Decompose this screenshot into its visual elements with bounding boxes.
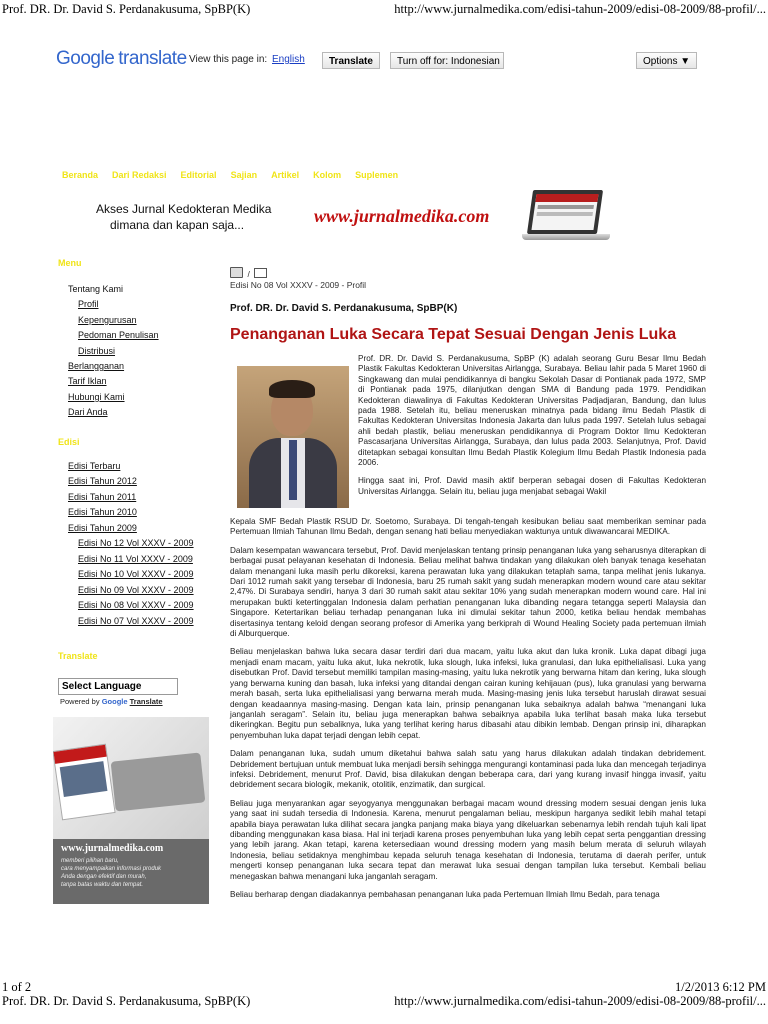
sidebar-edisi-list (58, 459, 208, 630)
ad-text-line: tanpa batas waktu dan tempat. (61, 882, 144, 888)
banner-line2: dimana dan kapan saja... (110, 218, 245, 232)
nav-item-artikel[interactable]: Artikel (271, 170, 300, 180)
article-paragraph: Hingga saat ini, Prof. David masih aktif berperan sebagai dosen di Fakultas Kedokteran Universitas Airlangga. Selain itu, beliau juga menjabat sebagai Wakil (358, 476, 706, 496)
tools-separator: / (247, 269, 250, 279)
edisi-item[interactable]: Edisi No 10 Vol XXXV - 2009 (78, 569, 194, 580)
edisi-item[interactable]: Edisi Tahun 2010 (68, 507, 137, 518)
ad-text-line: cara menyampaikan informasi produk (61, 866, 162, 872)
edisi-item[interactable]: Edisi No 08 Vol XXXV - 2009 (78, 600, 194, 611)
article-paragraph: Kepala SMF Bedah Plastik RSUD Dr. Soetomo, Surabaya. Di tengah-tengah kesibukan beliau saat memberikan seminar pada Pertemuan Ilmiah Tahunan Ilmu Bedah, dengan senang hati beliau menyediakan waktunya untuk diwawancarai MEDIKA. (230, 517, 706, 537)
sidebar-menu-title: Menu (58, 258, 82, 268)
ad-text (61, 857, 161, 889)
article-paragraph: Prof. DR. Dr. David S. Perdanakusuma, SpBP (K) adalah seorang Guru Besar Ilmu Bedah Plastik Fakultas Kedokteran Universitas Airlangga, Surabaya. Beliau lahir pada 5 Maret 1960 di Singkawang dan mulai pendidikannya di bangku Sekolah Dasar di Pontianak pada 1972, SMP di Pontianak pada 1975, dilanjutkan dengan SMA di Bandung pada 1979. Pendidikan Kedokteran diawalinya di Fakultas Kedokteran Universitas Padjadjaran, Bandung, dan lulus pada 1988. Setelah itu, beliau meneruskan minatnya pada bidang ilmu Bedah Plastik di Fakultas Kedokteran Universitas Indonesia Jakarta dan lulus pada 1997. Setelah lulus sebagai ahli bedah plastik, beliau meneruskan pendidikannya di Program Doktor Ilmu Kedokteran Pascasarjana Universitas Airlangga, Surabaya, dan lulus pada 2003. Selanjutnya, Prof. David ditetapkan sebagai konsultan Ilmu Bedah Plastik Kolegium Ilmu Bedah Plastik Indonesia pada 2006. (358, 354, 706, 468)
nav-item-editorial[interactable]: Editorial (180, 170, 217, 180)
google-translate-logo (56, 48, 187, 70)
print-header-url: http://www.jurnalmedika.com/edisi-tahun-2009/edisi-08-2009/88-profil/... (394, 2, 766, 16)
nav-item-beranda[interactable]: Beranda (62, 170, 99, 180)
article-meta: Edisi No 08 Vol XXXV - 2009 - Profil (230, 280, 367, 290)
sidebar-item-tentang-kami: Tentang Kami (68, 284, 124, 294)
sidebar-item-tarif-iklan[interactable]: Tarif Iklan (68, 376, 107, 387)
edisi-item[interactable]: Edisi No 09 Vol XXXV - 2009 (78, 584, 194, 595)
language-link[interactable]: English (272, 54, 305, 65)
google-logo: Google (56, 48, 115, 69)
article-paragraph: Beliau menjelaskan bahwa luka secara dasar terdiri dari dua macam, yaitu luka akut dan luka kronik. Luka dapat dibagi juga menjadi enam macam, yaitu luka akut, luka nekrotik, luka slough, luka infeksi, luka granulasi, dan luka epithelialisasi. Luka yang disebutkan Prof. David tersebut memiliki tampilan masing-masing, yaitu luka nekrotik yang berwarna hitam dan kering, luka slough yang berwarna kuning dan basah, luka infeksi yang ditandai dengan cairan kuning kehijauan (pus), luka granulasi yang berwarna merah basah, serta luka epithelialisasi yang berwarna merah muda. Masing-masing jenis luka tersebut haruslah dirawat sesuai dengan keadaannya masing-masing. Dengan kata lain, prinsip penanganan luka sebaiknya adalah bahwa “menangani luka janganlah seragam”. Selain itu, beliau juga menerapkan bahwa sebaiknya apabila luka terlihat basah maka luka tersebut dikeringkan. Begitu pun sebaliknya, luka yang terlihat kering harus dibasahi atau dibikin lembab. Dengan prinsip ini, diharapkan penyembuhan luka dapat terjadi dengan lebih cepat. (230, 647, 706, 740)
sidebar-item-berlangganan[interactable]: Berlangganan (68, 361, 125, 372)
edisi-item[interactable]: Edisi Terbaru (68, 460, 121, 471)
ad-device-image (111, 752, 206, 811)
email-icon[interactable] (254, 268, 267, 278)
print-icon[interactable] (230, 267, 243, 278)
magazine-cover-image (53, 744, 116, 821)
banner-url: www.jurnalmedika.com (314, 206, 490, 226)
ad-url: www.jurnalmedika.com (61, 843, 164, 854)
ad-text-line: memberi pilihan baru, (61, 858, 119, 864)
ad-text-line: Anda dengan efektif dan murah, (61, 874, 147, 880)
edisi-item[interactable]: Edisi No 11 Vol XXXV - 2009 (78, 553, 193, 564)
sidebar-item-kepengurusan[interactable]: Kepengurusan (78, 314, 137, 325)
article-title: Penanganan Luka Secara Tepat Sesuai Dengan Jenis Luka (230, 326, 677, 343)
edisi-item[interactable]: Edisi No 07 Vol XXXV - 2009 (78, 615, 194, 626)
author-photo (237, 366, 349, 508)
edisi-item[interactable]: Edisi Tahun 2011 (68, 491, 137, 502)
powered-by-google-translate[interactable] (60, 697, 163, 706)
sidebar-edisi-title: Edisi (58, 436, 80, 447)
sidebar-item-dari-anda[interactable]: Dari Anda (68, 407, 108, 418)
print-footer-datetime: 1/2/2013 6:12 PM (675, 980, 766, 994)
sidebar-ad[interactable] (53, 717, 209, 904)
sidebar-translate-title: Translate (58, 651, 98, 662)
banner[interactable] (56, 188, 706, 250)
print-header-url-page2: http://www.jurnalmedika.com/edisi-tahun-2009/edisi-08-2009/88-profil/... (394, 994, 766, 1008)
laptop-image (522, 190, 610, 240)
edisi-item[interactable]: Edisi Tahun 2012 (68, 476, 137, 487)
powered-google-logo: Google (101, 697, 128, 706)
translate-logo-text: translate (118, 48, 187, 69)
article-body (230, 517, 706, 908)
select-language-dropdown[interactable]: Select Language (58, 678, 178, 695)
powered-by-label: Powered by (60, 697, 100, 706)
sidebar-menu-list (58, 282, 208, 421)
nav-item-sajian[interactable]: Sajian (230, 170, 258, 180)
article-intro (358, 354, 706, 497)
article-paragraph: Beliau berharap dengan diadakannya pembahasan penanganan luka pada Pertemuan Ilmiah Ilmu Bedah, para tenaga (230, 890, 660, 899)
nav-item-dari-redaksi[interactable]: Dari Redaksi (112, 170, 167, 180)
options-button[interactable]: Options ▼ (636, 52, 697, 69)
article-paragraph: Beliau juga menyarankan agar seyogyanya menggunakan berbagai macam wound dressing modern sesuai dengan jenis luka yang saat ini sudah tersedia di Indonesia. Karena, menurut pengalaman beliau, meskipun harganya sedikit lebih mahal tetapi apabila biaya perawatan luka dilihat secara jangka panjang maka biaya yang dikeluarkan sebenarnya lebih rendah tujuh kali lipat dibanding menggunakan kasa biasa. Hal ini terjadi karena proses penyembuhan luka yang lebih cepat serta penggantian dressing yang lebih jarang. Akan tetapi, karena ketersediaan wound dressing modern yang masih belum merata di seluruh wilayah Indonesia, beliau setidaknya menghimbau kepada seluruh tenaga kesehatan di Indonesia, terutama di daerah perifer, untuk mengerti konsep penanganan luka secara tepat dan merawat luka sesuai dengan tampilan luka tersebut. Kembali beliau menegaskan bahwa menangani luka janganlah seragam. (230, 798, 706, 881)
nav-item-kolom[interactable]: Kolom (313, 170, 342, 180)
google-translate-bar (56, 46, 704, 76)
print-header-title: Prof. DR. Dr. David S. Perdanakusuma, SpBP(K) (2, 2, 251, 16)
sidebar-item-hubungi-kami[interactable]: Hubungi Kami (68, 391, 125, 402)
translate-button[interactable]: Translate (322, 52, 380, 69)
article-paragraph: Dalam penanganan luka, sudah umum diketahui bahwa salah satu yang harus dilakukan adalah tindakan debridement. Debridement bertujuan untuk membuat luka menjadi bersih sehingga mengurangi kontaminasi pada luka dan mencegah terjadinya infeksi. Debridement, menurut Prof. David, bisa dilakukan dengan beberapa cara, dari yang kurang invasif hingga invasif, yaitu debridement secara biologik, mekanik, otolitik, enzimatik, dan surgical. (230, 749, 706, 790)
article-paragraph: Dalam kesempatan wawancara tersebut, Prof. David menjelaskan tentang prinsip penanganan luka yang seharusnya diterapkan di berbagai pusat pelayanan kesehatan di Indonesia. Beliau melihat bahwa tindakan yang dilakukan oleh banyak tenaga kesehatan dalam menangani luka masih perlu dikoreksi, karena perawatan luka yang dilakukan tetaplah sama, tanpa melihat jenis lukanya. Dari 1012 rumah sakit yang tersebar di Indonesia, baru 25 rumah sakit yang sudah menerapkan modern wound care atau sekitar 2,47%. Di Surabaya sendiri, hanya 3 dari 30 rumah sakit atau sekitar 10% yang sudah menerapkan modern wound care. Hal ini merupakan bukti ketertinggalan Indonesia dalam perhatian penanganan luka dibanding negara tetangga seperti Malaysia dan Singapore. Ketertarikan beliau terhadap penanganan luka ini dimulai sekitar tahun 2000, ketika beliau hendak membahas disertasinya tentang keloid dengan seorang profesor di Amerika yang berkiprah di Wound Healing Society pada pertemuan ilmiah di Alburquerque. (230, 545, 706, 639)
print-header-title-page2: Prof. DR. Dr. David S. Perdanakusuma, SpBP(K) (2, 994, 251, 1008)
turn-off-button[interactable]: Turn off for: Indonesian (390, 52, 504, 69)
sidebar-item-pedoman-penulisan[interactable]: Pedoman Penulisan (78, 330, 159, 341)
banner-line1: Akses Jurnal Kedokteran Medika (96, 202, 272, 216)
edisi-item[interactable]: Edisi Tahun 2009 (68, 522, 137, 533)
edisi-item[interactable]: Edisi No 12 Vol XXXV - 2009 (78, 538, 194, 549)
nav-item-suplemen[interactable]: Suplemen (355, 170, 399, 180)
sidebar-item-distribusi[interactable]: Distribusi (78, 345, 116, 356)
powered-translate-link: Translate (129, 697, 163, 706)
view-page-label: View this page in: (189, 54, 268, 65)
main-nav (62, 165, 412, 183)
print-footer-page: 1 of 2 (2, 980, 32, 994)
sidebar-item-profil[interactable]: Profil (78, 299, 99, 310)
sidebar (58, 258, 208, 661)
article-author: Prof. DR. Dr. David S. Perdanakusuma, SpBP(K) (230, 303, 458, 314)
